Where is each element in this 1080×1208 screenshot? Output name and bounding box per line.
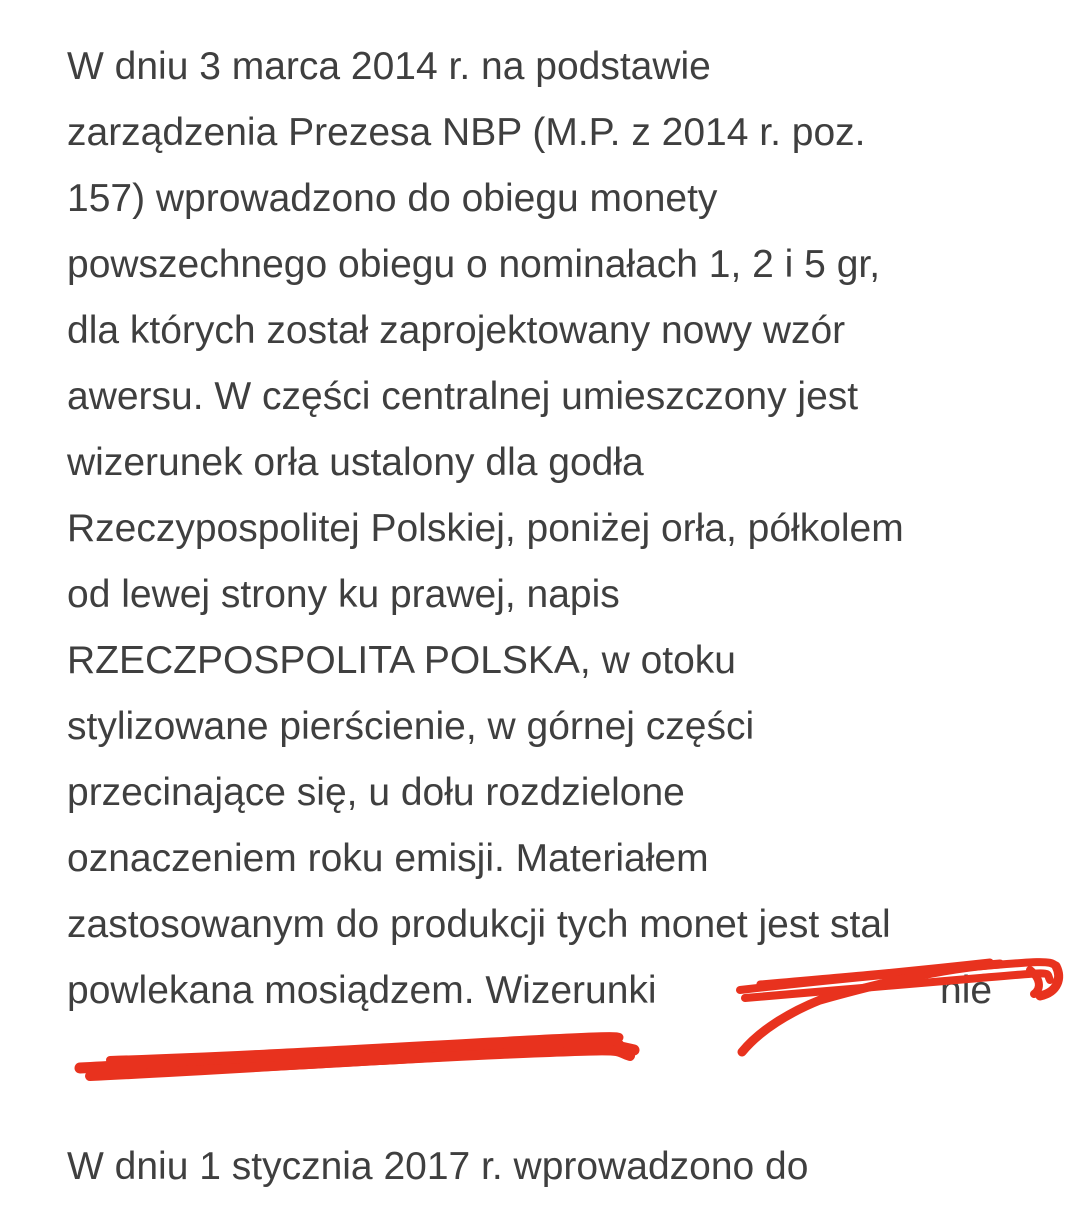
paragraph-line: zastosowanym do produkcji tych monet jest stal xyxy=(67,903,891,946)
paragraph-line: wizerunek orła ustalony dla godła xyxy=(67,441,644,484)
paragraph-line: zarządzenia Prezesa NBP (M.P. z 2014 r. poz. xyxy=(67,111,866,154)
paragraph-line: W dniu 3 marca 2014 r. na podstawie xyxy=(67,45,711,88)
paragraph-line: przecinające się, u dołu rozdzielone xyxy=(67,771,685,814)
paragraph-line: stylizowane pierścienie, w górnej części xyxy=(67,705,755,748)
paragraph-line: Rzeczypospolitej Polskiej, poniżej orła, półkolem xyxy=(67,507,904,550)
paragraph-line: W dniu 1 stycznia 2017 r. wprowadzono do xyxy=(67,1145,809,1188)
paragraph-line: 157) wprowadzono do obiegu monety xyxy=(67,177,718,220)
struck-text-fragment: nie xyxy=(940,969,993,1012)
paragraph-line: RZECZPOSPOLITA POLSKA, w otoku xyxy=(67,639,736,682)
paragraph-line: oznaczeniem roku emisji. Materiałem xyxy=(67,837,709,880)
paragraph-line xyxy=(67,958,993,1024)
paragraph-line: powszechnego obiegu o nominałach 1, 2 i 5 gr, xyxy=(67,243,881,286)
paragraph-line-visible-text: powlekana mosiądzem. Wizerunki xyxy=(67,969,657,1012)
paragraph-line: awersu. W części centralnej umieszczony jest xyxy=(67,375,859,418)
paragraph-line: dla których został zaprojektowany nowy wzór xyxy=(67,309,846,352)
paragraph-line: od lewej strony ku prawej, napis xyxy=(67,573,620,616)
